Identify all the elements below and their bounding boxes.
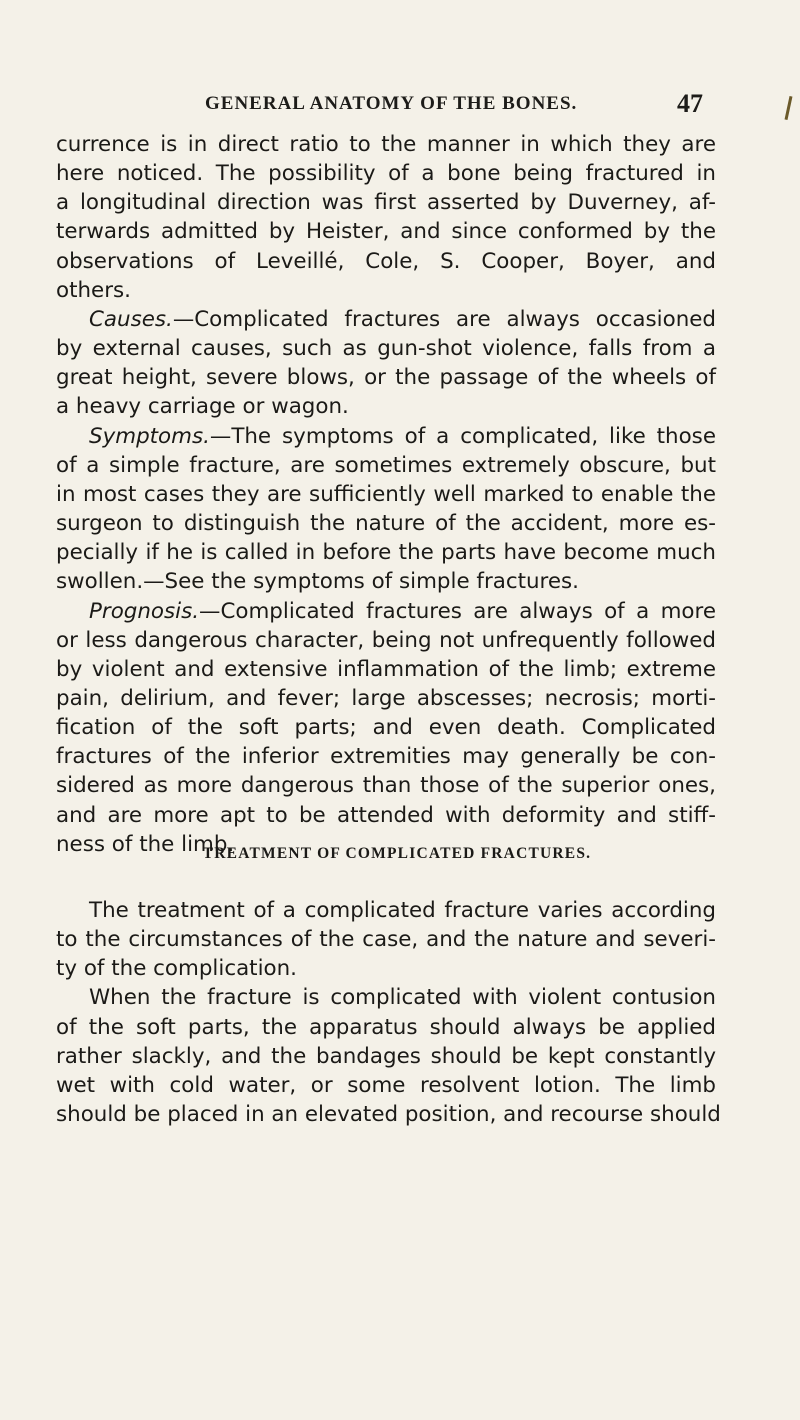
text-line: and are more apt to be attended with deformity and stiff- (56, 802, 716, 828)
text-line: ty of the complication. (56, 956, 297, 982)
text-run: —Complicated fractures are always of a more (199, 598, 716, 624)
text-line: of a simple fracture, are sometimes extremely obscure, but (56, 452, 716, 478)
paragraph-continuation (56, 130, 716, 305)
text-line: here noticed. The possibility of a bone being fractured in (56, 161, 716, 187)
text-run: —Complicated fractures are always occasioned (172, 306, 716, 332)
text-line: others. (56, 277, 131, 303)
section-heading: TREATMENT OF COMPLICATED FRACTURES. (202, 845, 592, 862)
page-header (205, 89, 703, 118)
text-line: a heavy carriage or wagon. (56, 394, 349, 420)
text-line: fractures of the inferior extremities may generally be con- (56, 744, 716, 770)
paragraph-symptoms (56, 422, 716, 597)
text-line: observations of Leveillé, Cole, S. Cooper, Boyer, and (56, 248, 716, 274)
text-line: a longitudinal direction was first asserted by Duverney, af- (56, 190, 716, 216)
text-line: by external causes, such as gun-shot violence, falls from a (56, 336, 716, 362)
text-line: by violent and extensive inflammation of the limb; extreme (56, 656, 716, 682)
prognosis-lead: Prognosis. (89, 598, 200, 624)
running-title: GENERAL ANATOMY OF THE BONES. (205, 93, 578, 114)
paragraph-prognosis (56, 597, 716, 859)
paragraph-causes (56, 305, 716, 422)
text-line: rather slackly, and the bandages should be kept constantly (56, 1043, 716, 1069)
text-line: sidered as more dangerous than those of the superior ones, (56, 773, 716, 799)
symptoms-lead: Symptoms. (89, 423, 210, 449)
text-line: The treatment of a complicated fracture varies according (89, 898, 716, 923)
text-line: ness of the limb. (56, 831, 235, 857)
paragraph-contusion (56, 983, 721, 1129)
page-number: 47 (677, 89, 703, 118)
text-line: great height, severe blows, or the passage of the wheels of (56, 365, 716, 391)
body-text-bottom (56, 896, 721, 1129)
text-line: pain, delirium, and fever; large abscesses; necrosis; morti- (56, 685, 716, 711)
text-line (56, 305, 716, 334)
margin-mark (785, 96, 793, 120)
text-line: currence is in direct ratio to the manner in which they are (56, 132, 716, 157)
text-line: in most cases they are sufficiently well marked to enable the (56, 481, 716, 507)
body-text-top (56, 130, 716, 859)
text-line: wet with cold water, or some resolvent lotion. The limb (56, 1072, 716, 1098)
causes-lead: Causes. (89, 306, 173, 332)
text-line: should be placed in an elevated position, and recourse should (56, 1102, 721, 1128)
text-line: When the fracture is complicated with violent contusion (89, 985, 716, 1011)
text-line (56, 422, 716, 451)
text-line (56, 597, 716, 626)
text-line: terwards admitted by Heister, and since conformed by the (56, 219, 716, 245)
text-line: swollen.—See the symptoms of simple fractures. (56, 569, 579, 595)
text-line: fication of the soft parts; and even death. Complicated (56, 715, 716, 741)
text-line: to the circumstances of the case, and the nature and severi- (56, 927, 716, 953)
text-line: pecially if he is called in before the parts have become much (56, 540, 716, 566)
text-line: of the soft parts, the apparatus should always be applied (56, 1014, 716, 1040)
text-line: surgeon to distinguish the nature of the accident, more es- (56, 511, 716, 537)
paragraph-treatment (56, 896, 716, 983)
text-run: —The symptoms of a complicated, like those (209, 423, 716, 449)
text-line: or less dangerous character, being not unfrequently followed (56, 627, 716, 653)
